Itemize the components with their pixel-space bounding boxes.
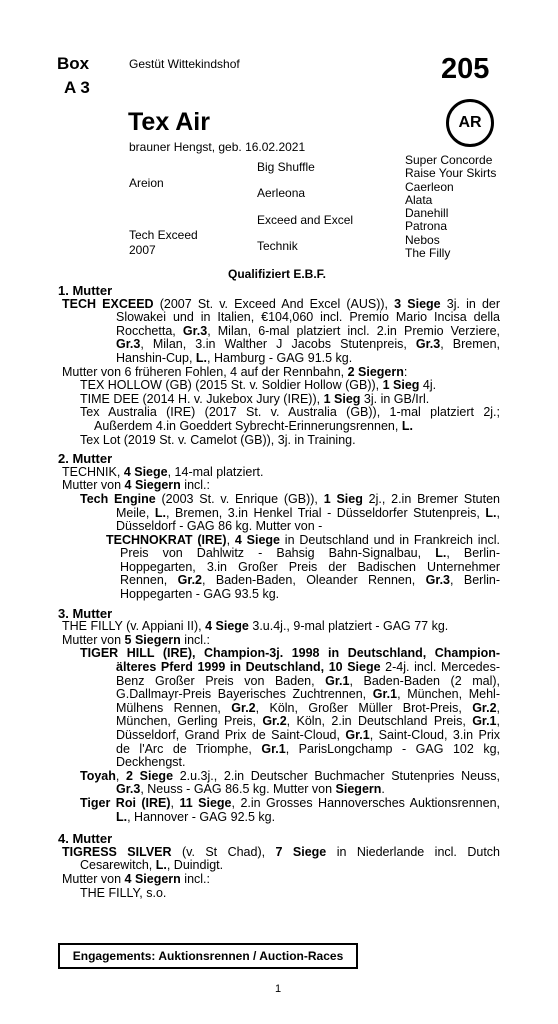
horse-name: Tex Air [128,108,210,136]
section-heading-1: 1. Mutter [58,283,113,298]
pedigree-ggp-6: Patrona [405,219,448,233]
pedigree-gd-dam: Technik [257,239,298,253]
produce-item: Tex Australia (IRE) (2017 St. v. Australia (GB)), 1-mal platziert 2j.; Außerdem 4.in Goeddert Sybrecht-Erinnerungsrennen, L. [80,405,500,433]
pedigree-ggp-4: Alata [405,193,433,207]
fourth-dam-entry: TIGRESS SILVER (v. St Chad), 7 Siege in Niederlande incl. Dutch Cesarewitch, L., Duindigt. [62,844,500,873]
produce-item: TIGER HILL (IRE), Champion-3j. 1998 in Deutschland, Champion-älteres Pferd 1999 in Deutschland, 10 Siege 2-4j. incl. Mercedes-Benz Großer Preis von Baden, Gr.1, Baden-Baden (2 mal), G.Dallmayr-Preis Bayerisches Zuchtrennen, Gr.1, München, Mehl-Mülhens Rennen, Gr.2, Köln, Großer Müller Brot-Preis, Gr.2, München, Gerling Preis, Gr.2, Köln, 2.in Deutschland Preis, Gr.1, Düsseldorf, Grand Prix de Saint-Cloud, Gr.1, Saint-Cloud, 3.in Prix de l'Arc de Triomphe, Gr.1, ParisLongchamp - GAG 102 kg, Deckhengst. [80,646,501,770]
catalogue-body [58,284,500,900]
pedigree-dam-year: 2007 [129,243,156,257]
first-dam-entry: TECH EXCEED (2007 St. v. Exceed And Excel (AUS)), 3 Siege 3j. in der Slowakei und in Italien, €104,060 incl. Premio Mario Incisa della Rocchetta, Gr.3, Milan, 6-mal platziert incl. 2.in Premio Verziere, Gr.3, Milan, 3.in Walther J Jacobs Stutenpreis, Gr.3, Bremen, Hanshin-Cup, L., Hamburg - GAG 91.5 kg. [62,296,501,365]
produce-summary-2: Mutter von 4 Siegern incl.: [62,478,210,493]
box-number: A 3 [64,78,90,97]
produce-item: TIME DEE (2014 H. v. Jukebox Jury (IRE)), 1 Sieg 3j. in GB/Irl. [80,391,430,406]
produce-item: Tech Engine (2003 St. v. Enrique (GB)), 1 Sieg 2j., 2.in Bremer Stuten Meile, L., Bremen, 3.in Henkel Trial - Düsseldorfer Stutenpreis, L., Düsseldorf - GAG 86 kg. Mutter von - [80,491,500,534]
pedigree-ggp-7: Nebos [405,233,440,247]
produce-item: Tiger Roi (IRE), 11 Siege, 2.in Grosses Hannoversches Auktionsrennen, L., Hannover - GAG 92.5 kg. [80,795,500,824]
pedigree-sire: Areion [129,176,164,190]
section-heading-2: 2. Mutter [58,451,113,467]
pedigree-gd-sire: Exceed and Excel [257,213,354,227]
pedigree-ggp-8: The Filly [405,246,451,260]
third-dam-entry: THE FILLY (v. Appiani II), 4 Siege 3.u.4j., 9-mal platziert - GAG 77 kg. [62,619,449,634]
produce-item: Tex Lot (2019 St. v. Camelot (GB)), 3j. in Training. [80,432,356,447]
pedigree-ggp-5: Danehill [405,206,449,220]
engagements-box: Engagements: Auktionsrennen / Auction-Races [58,943,358,969]
produce-summary-1: Mutter von 6 früheren Fohlen, 4 auf der Rennbahn, 2 Siegern: [62,364,408,379]
section-heading-4: 4. Mutter [58,831,113,847]
pedigree-gs-dam: Aerleona [257,186,306,200]
breeder: Gestüt Wittekindshof [129,57,240,71]
box-label: Box [57,54,90,73]
page-number: 1 [275,983,282,995]
pedigree-dam: Tech Exceed [129,228,198,242]
pedigree-ggp-1: Super Concorde [405,153,493,167]
ar-badge-icon: AR [446,99,494,147]
produce-item: TEX HOLLOW (GB) (2015 St. v. Soldier Hollow (GB)), 1 Sieg 4j. [80,378,437,393]
pedigree-ggp-3: Caerleon [405,180,454,194]
section-heading-3: 3. Mutter [58,605,113,621]
horse-description: brauner Hengst, geb. 16.02.2021 [129,140,306,154]
produce-summary-4: Mutter von 4 Siegern incl.: [62,871,210,886]
dam-name: TECH EXCEED [62,296,154,311]
produce-item: TECHNOKRAT (IRE), 4 Siege in Deutschland und in Frankreich incl. Preis von Dahlwitz - Bahsig Bahn-Signalbau, L., Berlin-Hoppegarten, 3.in Großer Preis der Badischen Unternehmer Rennen, Gr.2, Baden-Baden, Oleander Rennen, Gr.3, Berlin-Hoppegarten - GAG 93.5 kg. [106,532,500,602]
lot-number: 205 [441,53,490,85]
pedigree-gs-sire: Big Shuffle [257,160,315,174]
produce-item: THE FILLY, s.o. [80,885,167,900]
produce-item: Toyah, 2 Siege 2.u.3j., 2.in Deutscher Buchmacher Stutenpries Neuss, Gr.3, Neuss - GAG 86.5 kg. Mutter von Siegern. [80,768,501,797]
qualified-note: Qualifiziert E.B.F. [228,267,327,281]
produce-summary-3: Mutter von 5 Siegern incl.: [62,632,210,647]
pedigree-ggp-2: Raise Your Skirts [405,166,497,180]
second-dam-entry: TECHNIK, 4 Siege, 14-mal platziert. [62,464,264,479]
